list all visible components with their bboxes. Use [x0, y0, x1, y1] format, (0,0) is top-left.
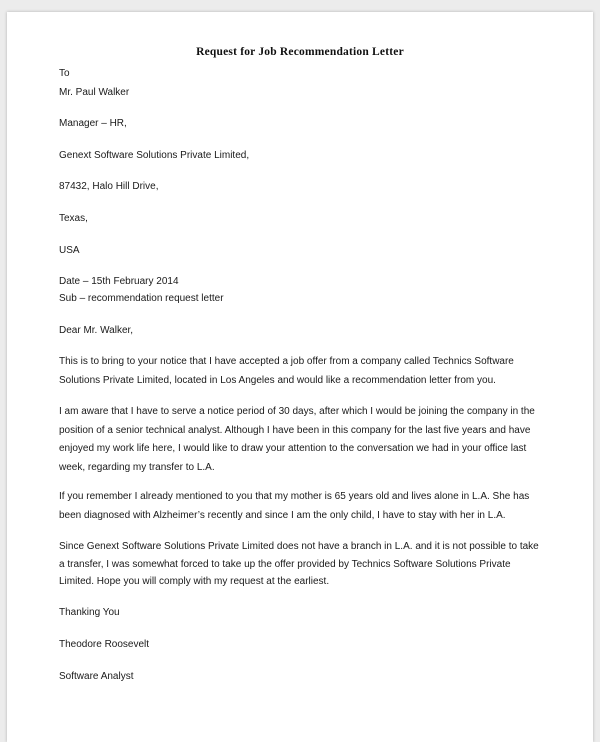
recipient-name: Mr. Paul Walker: [59, 87, 130, 98]
paragraph-2-line: I am aware that I have to serve a notice period of 30 days, after which I would be joining the company in the: [59, 406, 535, 417]
signature-name: Theodore Roosevelt: [59, 639, 150, 650]
recipient-position: Manager – HR,: [59, 118, 127, 129]
paragraph-4-line: a transfer, I was somewhat forced to take up the offer provided by Technics Software Solutions Private: [59, 559, 511, 570]
signature-title: Software Analyst: [59, 671, 134, 682]
paragraph-2-line: enjoyed my work life here, I would like to draw your attention to the conversation we had in your office last: [59, 443, 527, 454]
paragraph-2-line: position of a senior technical analyst. Although I have been in this company for the last five years and have: [59, 425, 531, 436]
letter-title: Request for Job Recommendation Letter: [196, 46, 404, 58]
paragraph-4-line: Since Genext Software Solutions Private Limited does not have a branch in L.A. and it is not possible to take: [59, 541, 539, 552]
paragraph-3-line: If you remember I already mentioned to you that my mother is 65 years old and lives alone in L.A. She has: [59, 491, 530, 502]
paragraph-1-line: This is to bring to your notice that I have accepted a job offer from a company called Technics Software: [59, 356, 514, 367]
closing: Thanking You: [59, 607, 120, 618]
recipient-country: USA: [59, 245, 80, 256]
recipient-street: 87432, Halo Hill Drive,: [59, 181, 159, 192]
paragraph-2-line: week, regarding my transfer to L.A.: [59, 462, 215, 473]
paragraph-1-line: Solutions Private Limited, located in Los Angeles and would like a recommendation letter from you.: [59, 375, 496, 386]
recipient-state: Texas,: [59, 213, 88, 224]
salutation: Dear Mr. Walker,: [59, 325, 134, 336]
recipient-to: To: [59, 68, 70, 79]
paragraph-4-line: Limited. Hope you will comply with my request at the earliest.: [59, 576, 330, 587]
letter-date: Date – 15th February 2014: [59, 276, 179, 287]
recipient-company: Genext Software Solutions Private Limited,: [59, 150, 250, 161]
letter-subject: Sub – recommendation request letter: [59, 293, 224, 304]
paragraph-3-line: been diagnosed with Alzheimer’s recently and since I am the only child, I have to stay with her in L.A.: [59, 510, 506, 521]
